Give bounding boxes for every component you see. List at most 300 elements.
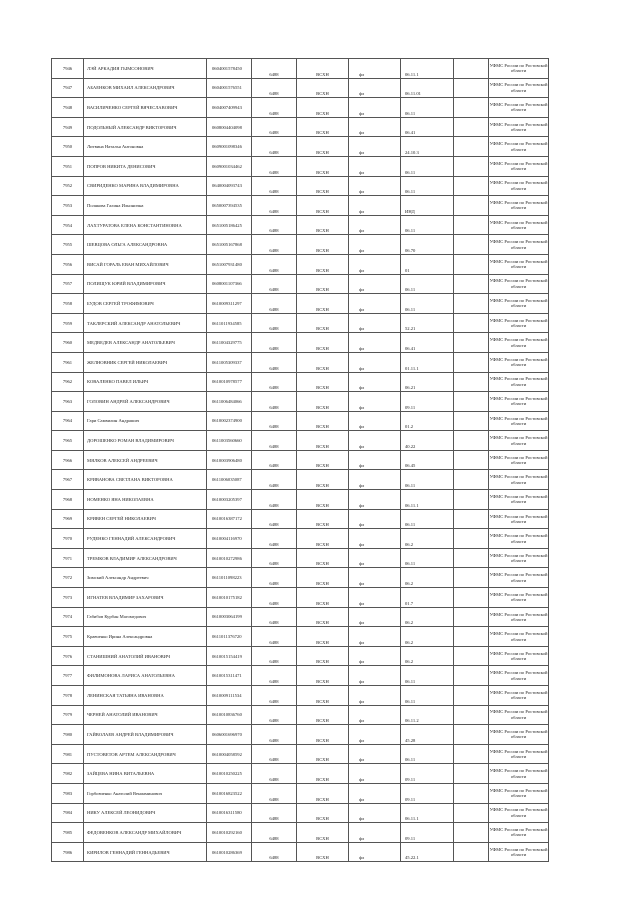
person-name: ЛЕНИНСКАЯ ТАТЬЯНА ИВАНОВНА — [84, 686, 207, 706]
type-cell: фл — [349, 803, 401, 823]
category-cell: ВСХН — [297, 294, 349, 314]
registration-number: 0610003064199 — [207, 607, 252, 627]
person-name: ЗАЙЦЕВА НИНА ВИТАЛЬЕВНА — [84, 764, 207, 784]
table-row — [52, 450, 549, 470]
row-number: 7973 — [52, 588, 84, 608]
type-cell: фл — [349, 529, 401, 549]
person-name: МЕДВЕДЕВ АЛЕКСАНДР АНАТОЛЬЕВИЧ — [84, 333, 207, 353]
code-cell: 6488 — [252, 705, 297, 725]
issuing-authority: УФМС России по Ростовской области — [489, 215, 549, 235]
empty-cell — [454, 392, 489, 412]
type-cell: фл — [349, 627, 401, 647]
table-row — [52, 215, 549, 235]
issuing-authority: УФМС России по Ростовской области — [489, 372, 549, 392]
row-number: 7948 — [52, 98, 84, 118]
activity-code-cell: 09.11 — [401, 764, 454, 784]
code-cell: 6488 — [252, 411, 297, 431]
category-cell: ВСХН — [297, 725, 349, 745]
table-row — [52, 313, 549, 333]
type-cell: фл — [349, 274, 401, 294]
registration-number: 0611011934585 — [207, 313, 252, 333]
code-cell: 6488 — [252, 352, 297, 372]
code-cell: 6488 — [252, 588, 297, 608]
category-cell: ВСХН — [297, 705, 349, 725]
type-cell: фл — [349, 235, 401, 255]
row-number: 7966 — [52, 450, 84, 470]
empty-cell — [454, 842, 489, 862]
table-row — [52, 196, 549, 216]
table-row — [52, 548, 549, 568]
code-cell: 6488 — [252, 646, 297, 666]
activity-code-cell: 09.11 — [401, 783, 454, 803]
table-row — [52, 235, 549, 255]
code-cell: 6488 — [252, 744, 297, 764]
table-row — [52, 568, 549, 588]
person-name: ТРЕМКОВ ВЛАДИМИР АЛЕКСАНДРОВИЧ — [84, 548, 207, 568]
person-name: КРИВАНОВА СВЕТЛАНА ВИКТОРОВНА — [84, 470, 207, 490]
issuing-authority: УФМС России по Ростовской области — [489, 392, 549, 412]
issuing-authority: УФМС России по Ростовской области — [489, 294, 549, 314]
row-number: 7946 — [52, 59, 84, 79]
row-number: 7980 — [52, 725, 84, 745]
table-row — [52, 78, 549, 98]
row-number: 7978 — [52, 686, 84, 706]
empty-cell — [454, 666, 489, 686]
registration-number: 0610010286369 — [207, 842, 252, 862]
activity-code-cell: 52.21 — [401, 313, 454, 333]
category-cell: ВСХН — [297, 235, 349, 255]
person-name: ЖЕЛНОВНИК СЕРГЕЙ НИКОЛАЕВИЧ — [84, 352, 207, 372]
registration-number: 0651005167868 — [207, 235, 252, 255]
category-cell: ВСХН — [297, 588, 349, 608]
row-number: 7965 — [52, 431, 84, 451]
empty-cell — [454, 568, 489, 588]
empty-cell — [454, 137, 489, 157]
person-name: ПУСТОВЕТОВ АРТЕМ АЛЕКСАНДРОВИЧ — [84, 744, 207, 764]
row-number: 7968 — [52, 490, 84, 510]
code-cell: 6488 — [252, 842, 297, 862]
code-cell: 6488 — [252, 137, 297, 157]
row-number: 7975 — [52, 627, 84, 647]
category-cell: ВСХН — [297, 333, 349, 353]
code-cell: 6488 — [252, 313, 297, 333]
issuing-authority: УФМС России по Ростовской области — [489, 509, 549, 529]
issuing-authority: УФМС России по Ростовской области — [489, 548, 549, 568]
type-cell: фл — [349, 548, 401, 568]
empty-cell — [454, 352, 489, 372]
category-cell: ВСХН — [297, 352, 349, 372]
table-row — [52, 803, 549, 823]
type-cell: фл — [349, 196, 401, 216]
activity-code-cell: 45.28 — [401, 725, 454, 745]
table-row — [52, 783, 549, 803]
code-cell: 6488 — [252, 803, 297, 823]
type-cell: фл — [349, 823, 401, 843]
code-cell: 6488 — [252, 78, 297, 98]
empty-cell — [454, 490, 489, 510]
category-cell: ВСХН — [297, 431, 349, 451]
person-name: КОВАЛЕНКО ПАВЕЛ ИЛЬИЧ — [84, 372, 207, 392]
type-cell: фл — [349, 156, 401, 176]
table-row — [52, 137, 549, 157]
row-number: 7962 — [52, 372, 84, 392]
category-cell: ВСХН — [297, 313, 349, 333]
table-row — [52, 588, 549, 608]
type-cell: фл — [349, 254, 401, 274]
table-row — [52, 117, 549, 137]
empty-cell — [454, 372, 489, 392]
registration-number: 0608004404098 — [207, 117, 252, 137]
registration-number: 0610010836760 — [207, 705, 252, 725]
type-cell: фл — [349, 59, 401, 79]
person-name: ГАЙВОЛАЕВ АНДРЕЙ ВЛАДИМИРОВИЧ — [84, 725, 207, 745]
code-cell: 6488 — [252, 431, 297, 451]
category-cell: ВСХН — [297, 823, 349, 843]
registration-number: 0604001576551 — [207, 78, 252, 98]
person-name: ПОЛИЩУК ЮРИЙ ВЛАДИМИРОВИЧ — [84, 274, 207, 294]
empty-cell — [454, 450, 489, 470]
empty-cell — [454, 215, 489, 235]
code-cell: 6488 — [252, 176, 297, 196]
activity-code-cell: 06.41 — [401, 333, 454, 353]
person-name: Габибов Курбан Магомедович — [84, 607, 207, 627]
person-name: Зимский Александр Андреевич — [84, 568, 207, 588]
registration-number: 0604007409943 — [207, 98, 252, 118]
empty-cell — [454, 333, 489, 353]
row-number: 7986 — [52, 842, 84, 862]
person-name: ГОЛОВИН АНДРЕЙ АЛЕКСАНДРОВИЧ — [84, 392, 207, 412]
type-cell: фл — [349, 490, 401, 510]
row-number: 7982 — [52, 764, 84, 784]
registration-number: 0610010978577 — [207, 372, 252, 392]
issuing-authority: УФМС России по Ростовской области — [489, 137, 549, 157]
row-number: 7967 — [52, 470, 84, 490]
issuing-authority: УФМС России по Ростовской области — [489, 823, 549, 843]
type-cell: фл — [349, 568, 401, 588]
issuing-authority: УФМС России по Ростовской области — [489, 78, 549, 98]
issuing-authority: УФМС России по Ростовской области — [489, 176, 549, 196]
category-cell: ВСХН — [297, 490, 349, 510]
code-cell: 6488 — [252, 490, 297, 510]
activity-code-cell: 06.11.1 — [401, 59, 454, 79]
code-cell: 6488 — [252, 548, 297, 568]
person-name: Гари Самвилин Андрашич — [84, 411, 207, 431]
type-cell: фл — [349, 509, 401, 529]
table-row — [52, 764, 549, 784]
table-row — [52, 646, 549, 666]
category-cell: ВСХН — [297, 627, 349, 647]
row-number: 7947 — [52, 78, 84, 98]
table-row — [52, 274, 549, 294]
category-cell: ВСХН — [297, 196, 349, 216]
person-name: ПОПРОВ НИКИТА ДЕНИСОВИЧ — [84, 156, 207, 176]
empty-cell — [454, 78, 489, 98]
person-name: ФЕДОВЕНКОВ АЛЕКСАНДР МИХАЙЛОВИЧ — [84, 823, 207, 843]
empty-cell — [454, 98, 489, 118]
registration-number: 0610016311580 — [207, 803, 252, 823]
category-cell: ВСХН — [297, 411, 349, 431]
type-cell: фл — [349, 431, 401, 451]
person-name: ТАКЛЕРСКИЙ АЛЕКСАНДР АНАТОЛЬЕВИЧ — [84, 313, 207, 333]
type-cell: фл — [349, 842, 401, 862]
empty-cell — [454, 548, 489, 568]
registration-number: 0610003205397 — [207, 490, 252, 510]
empty-cell — [454, 783, 489, 803]
row-number: 7964 — [52, 411, 84, 431]
registration-number: 0611011098223 — [207, 568, 252, 588]
activity-code-cell: 45.22.1 — [401, 842, 454, 862]
activity-code-cell: 06.11 — [401, 294, 454, 314]
issuing-authority: УФМС России по Ростовской области — [489, 588, 549, 608]
code-cell: 6488 — [252, 392, 297, 412]
empty-cell — [454, 196, 489, 216]
row-number: 7971 — [52, 548, 84, 568]
registration-number: 0651007931480 — [207, 254, 252, 274]
row-number: 7970 — [52, 529, 84, 549]
person-name: КИРИЛОВ ГЕННАДИЙ ГЕННАДЬЕВИЧ — [84, 842, 207, 862]
activity-code-cell: 06.11 — [401, 470, 454, 490]
activity-code-cell: 06.11.1 — [401, 490, 454, 510]
row-number: 7974 — [52, 607, 84, 627]
activity-code-cell: ИНД — [401, 196, 454, 216]
category-cell: ВСХН — [297, 686, 349, 706]
category-cell: ВСХН — [297, 450, 349, 470]
activity-code-cell: 06.11 — [401, 686, 454, 706]
empty-cell — [454, 470, 489, 490]
table-row — [52, 176, 549, 196]
table-row — [52, 98, 549, 118]
category-cell: ВСХН — [297, 607, 349, 627]
registration-number: 0606001696970 — [207, 725, 252, 745]
empty-cell — [454, 705, 489, 725]
issuing-authority: УФМС России по Ростовской области — [489, 411, 549, 431]
type-cell: фл — [349, 588, 401, 608]
issuing-authority: УФМС России по Ростовской области — [489, 725, 549, 745]
table-row — [52, 490, 549, 510]
type-cell: фл — [349, 744, 401, 764]
code-cell: 6488 — [252, 294, 297, 314]
code-cell: 6488 — [252, 568, 297, 588]
category-cell: ВСХН — [297, 98, 349, 118]
issuing-authority: УФМС России по Ростовской области — [489, 529, 549, 549]
activity-code-cell: 06.2 — [401, 607, 454, 627]
table-row — [52, 607, 549, 627]
registration-number: 0651005186425 — [207, 215, 252, 235]
row-number: 7984 — [52, 803, 84, 823]
issuing-authority: УФМС России по Ростовской области — [489, 646, 549, 666]
table-row — [52, 392, 549, 412]
code-cell: 6488 — [252, 372, 297, 392]
category-cell: ВСХН — [297, 529, 349, 549]
table-row — [52, 509, 549, 529]
registration-number: 0610010292160 — [207, 823, 252, 843]
code-cell: 6488 — [252, 509, 297, 529]
table-row — [52, 294, 549, 314]
category-cell: ВСХН — [297, 744, 349, 764]
code-cell: 6488 — [252, 686, 297, 706]
category-cell: ВСХН — [297, 568, 349, 588]
row-number: 7985 — [52, 823, 84, 843]
registration-number: 0610004116970 — [207, 529, 252, 549]
registration-number: 0640004093743 — [207, 176, 252, 196]
registration-number: 0611006035087 — [207, 470, 252, 490]
registration-number: 0610010175182 — [207, 588, 252, 608]
issuing-authority: УФМС России по Ростовской области — [489, 705, 549, 725]
category-cell: ВСХН — [297, 254, 349, 274]
issuing-authority: УФМС России по Ростовской области — [489, 803, 549, 823]
code-cell: 6488 — [252, 823, 297, 843]
table-body — [52, 59, 549, 862]
code-cell: 6488 — [252, 235, 297, 255]
empty-cell — [454, 254, 489, 274]
issuing-authority: УФМС России по Ростовской области — [489, 764, 549, 784]
type-cell: фл — [349, 313, 401, 333]
activity-code-cell: 24.10.3 — [401, 137, 454, 157]
table-row — [52, 705, 549, 725]
category-cell: ВСХН — [297, 156, 349, 176]
person-name: ШЕВЦОВА ОЛЬГА АЛЕКСАНДРОВНА — [84, 235, 207, 255]
registration-number: 0609001034462 — [207, 156, 252, 176]
table-row — [52, 842, 549, 862]
type-cell: фл — [349, 372, 401, 392]
activity-code-cell: 06.2 — [401, 646, 454, 666]
type-cell: фл — [349, 646, 401, 666]
table-row — [52, 725, 549, 745]
table-row — [52, 352, 549, 372]
row-number: 7957 — [52, 274, 84, 294]
code-cell: 6488 — [252, 666, 297, 686]
row-number: 7969 — [52, 509, 84, 529]
empty-cell — [454, 509, 489, 529]
code-cell: 6488 — [252, 764, 297, 784]
empty-cell — [454, 294, 489, 314]
category-cell: ВСХН — [297, 392, 349, 412]
table-row — [52, 59, 549, 79]
category-cell: ВСХН — [297, 215, 349, 235]
table-row — [52, 254, 549, 274]
code-cell: 6488 — [252, 470, 297, 490]
row-number: 7972 — [52, 568, 84, 588]
registration-number: 0604001578450 — [207, 59, 252, 79]
table-row — [52, 627, 549, 647]
code-cell: 6488 — [252, 333, 297, 353]
person-name: Литвина Наталья Антоновна — [84, 137, 207, 157]
table-row — [52, 686, 549, 706]
registration-number: 0610003906480 — [207, 450, 252, 470]
table-row — [52, 372, 549, 392]
activity-code-cell: 06.11.1 — [401, 803, 454, 823]
registration-number: 0611006484066 — [207, 392, 252, 412]
row-number: 7958 — [52, 294, 84, 314]
category-cell: ВСХН — [297, 372, 349, 392]
table-row — [52, 333, 549, 353]
activity-code-cell: 06.11 — [401, 274, 454, 294]
person-name: Кравченко Ирина Александровна — [84, 627, 207, 647]
registration-number: 0610009311297 — [207, 294, 252, 314]
activity-code-cell: 06.70 — [401, 235, 454, 255]
issuing-authority: УФМС России по Ростовской области — [489, 274, 549, 294]
activity-code-cell: 09.11 — [401, 392, 454, 412]
row-number: 7950 — [52, 137, 84, 157]
empty-cell — [454, 117, 489, 137]
person-name: НОМЕНКО ЯНА НИКОЛАЕВНА — [84, 490, 207, 510]
table-row — [52, 411, 549, 431]
row-number: 7977 — [52, 666, 84, 686]
code-cell: 6488 — [252, 59, 297, 79]
code-cell: 6488 — [252, 254, 297, 274]
registration-number: 0611011376720 — [207, 627, 252, 647]
code-cell: 6488 — [252, 627, 297, 647]
issuing-authority: УФМС России по Ростовской области — [489, 313, 549, 333]
type-cell: фл — [349, 98, 401, 118]
issuing-authority: УФМС России по Ростовской области — [489, 235, 549, 255]
issuing-authority: УФМС России по Ростовской области — [489, 156, 549, 176]
issuing-authority: УФМС России по Ростовской области — [489, 196, 549, 216]
activity-code-cell: 06.11 — [401, 98, 454, 118]
type-cell: фл — [349, 411, 401, 431]
code-cell: 6488 — [252, 274, 297, 294]
type-cell: фл — [349, 117, 401, 137]
activity-code-cell: 06.11.01 — [401, 78, 454, 98]
activity-code-cell: 06.2 — [401, 568, 454, 588]
activity-code-cell: 06.41 — [401, 117, 454, 137]
type-cell: фл — [349, 215, 401, 235]
category-cell: ВСХН — [297, 842, 349, 862]
type-cell: фл — [349, 686, 401, 706]
registration-number: 0610016387172 — [207, 509, 252, 529]
issuing-authority: УФМС России по Ростовской области — [489, 254, 549, 274]
table-row — [52, 529, 549, 549]
registration-number: 0609001098346 — [207, 137, 252, 157]
issuing-authority: УФМС России по Ростовской области — [489, 666, 549, 686]
person-name: ЛЭЙ АРКАДИЯ ГЫМСОНОВИЧ — [84, 59, 207, 79]
table-row — [52, 744, 549, 764]
registration-number: 0610010272986 — [207, 548, 252, 568]
type-cell: фл — [349, 764, 401, 784]
registration-number: 0610015154419 — [207, 646, 252, 666]
activity-code-cell: 06.11 — [401, 744, 454, 764]
table-row — [52, 823, 549, 843]
empty-cell — [454, 607, 489, 627]
activity-code-cell: 06.2 — [401, 627, 454, 647]
type-cell: фл — [349, 783, 401, 803]
type-cell: фл — [349, 78, 401, 98]
code-cell: 6488 — [252, 450, 297, 470]
person-name: ПОДОЛЬНЫЙ АЛЕКСАНДР ВИКТОРОВИЧ — [84, 117, 207, 137]
type-cell: фл — [349, 450, 401, 470]
category-cell: ВСХН — [297, 470, 349, 490]
code-cell: 6488 — [252, 98, 297, 118]
row-number: 7959 — [52, 313, 84, 333]
row-number: 7952 — [52, 176, 84, 196]
person-name: КРИВЕН СЕРГЕЙ НИКОЛАЕВИЧ — [84, 509, 207, 529]
person-name: РУДЕНКО ГЕННАДИЙ АЛЕКСАНДРОВИЧ — [84, 529, 207, 549]
empty-cell — [454, 274, 489, 294]
issuing-authority: УФМС России по Ростовской области — [489, 568, 549, 588]
activity-code-cell: 01.11.1 — [401, 352, 454, 372]
row-number: 7949 — [52, 117, 84, 137]
category-cell: ВСХН — [297, 117, 349, 137]
person-name: НИКУ АЛЕКСЕЙ ЛЕОНИДОВИЧ — [84, 803, 207, 823]
category-cell: ВСХН — [297, 137, 349, 157]
activity-code-cell: 06.2 — [401, 529, 454, 549]
issuing-authority: УФМС России по Ростовской области — [489, 117, 549, 137]
empty-cell — [454, 411, 489, 431]
code-cell: 6488 — [252, 117, 297, 137]
code-cell: 6488 — [252, 529, 297, 549]
code-cell: 6488 — [252, 783, 297, 803]
table-row — [52, 666, 549, 686]
